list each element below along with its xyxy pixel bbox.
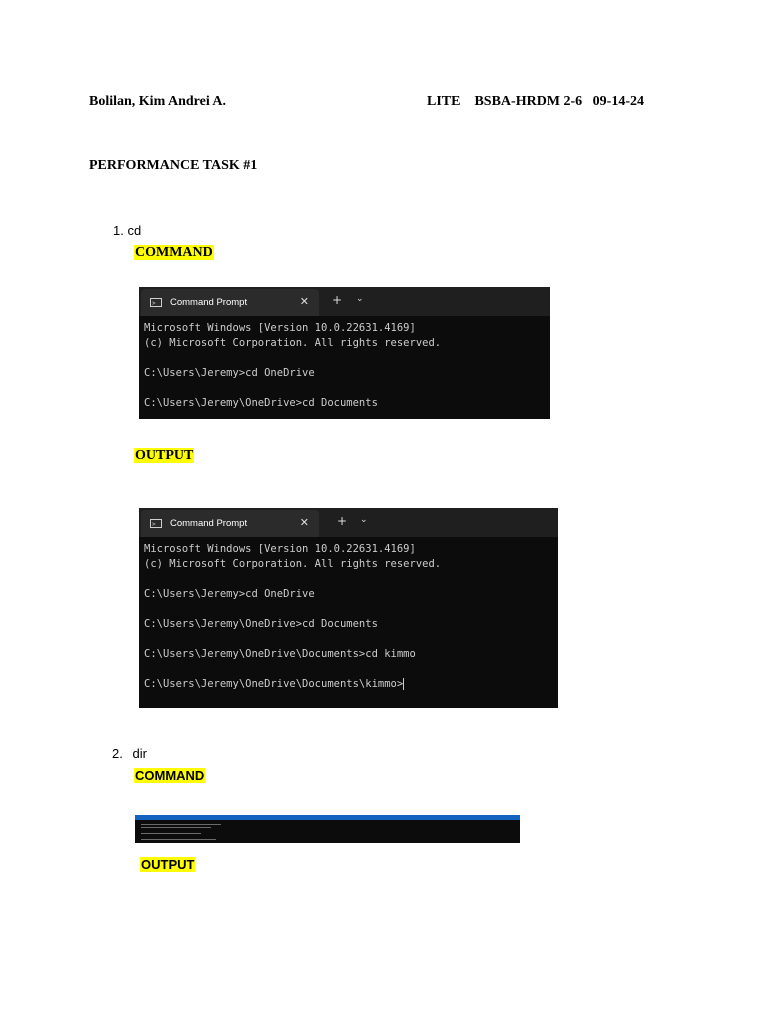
- item-number: 2.: [112, 746, 123, 761]
- close-icon[interactable]: ✕: [299, 516, 309, 529]
- terminal-line: C:\Users\Jeremy\OneDrive\Documents>cd kimmo: [144, 648, 416, 660]
- output-label: [134, 448, 194, 464]
- terminal-line: [141, 824, 221, 825]
- output-label-text: OUTPUT: [141, 857, 195, 872]
- terminal-line: (c) Microsoft Corporation. All rights reserved.: [144, 558, 442, 570]
- command-label: [134, 245, 214, 261]
- terminal-output: [144, 542, 554, 692]
- terminal-line: C:\Users\Jeremy>cd OneDrive: [144, 588, 315, 600]
- command-prompt-icon: >_: [150, 298, 162, 307]
- plus-icon[interactable]: +: [337, 514, 348, 528]
- command-name: dir: [132, 746, 147, 761]
- terminal-line: Microsoft Windows [Version 10.0.22631.4169]: [144, 322, 416, 334]
- close-icon[interactable]: ✕: [299, 295, 309, 308]
- terminal-prompt: C:\Users\Jeremy\OneDrive\Documents\kimmo>: [144, 678, 404, 690]
- output-label: [140, 857, 195, 872]
- terminal-line: Microsoft Windows [Version 10.0.22631.4169]: [144, 543, 416, 555]
- terminal-line-with-cursor: [144, 677, 554, 692]
- terminal-line: C:\Users\Jeremy\OneDrive>cd Documents: [144, 618, 378, 630]
- command-label-text: COMMAND: [135, 245, 213, 260]
- terminal-line: [144, 602, 554, 617]
- terminal-tab[interactable]: [141, 289, 319, 316]
- tab-title: Command Prompt: [170, 297, 248, 308]
- item-number: 1.: [113, 223, 124, 238]
- output-terminal-screenshot: [139, 508, 558, 708]
- terminal-output: [144, 321, 546, 411]
- terminal-tab[interactable]: [141, 510, 319, 537]
- command-label: [134, 768, 205, 783]
- terminal-line: [141, 827, 211, 828]
- command-label-text: COMMAND: [135, 768, 205, 783]
- terminal-line: [144, 381, 546, 396]
- tab-title: Command Prompt: [170, 518, 248, 529]
- course-info: LITE BSBA-HRDM 2-6 09-14-24: [427, 94, 645, 109]
- item-2-heading: [112, 746, 147, 761]
- text-cursor: [403, 678, 404, 690]
- terminal-line: (c) Microsoft Corporation. All rights reserved.: [144, 337, 442, 349]
- terminal-line: C:\Users\Jeremy>cd OneDrive: [144, 367, 315, 379]
- command-prompt-icon: >_: [150, 519, 162, 528]
- student-name: Bolilan, Kim Andrei A.: [89, 94, 227, 109]
- chevron-down-icon[interactable]: ⌄: [356, 294, 364, 304]
- item-1-heading: [113, 223, 141, 238]
- command-terminal-screenshot: [139, 287, 550, 419]
- output-label-text: OUTPUT: [135, 448, 194, 463]
- task-title: PERFORMANCE TASK #1: [89, 158, 258, 173]
- terminal-line: [144, 632, 554, 647]
- terminal-line: [141, 839, 216, 840]
- command-name: cd: [127, 223, 142, 238]
- plus-icon[interactable]: +: [332, 293, 343, 307]
- terminal-line: C:\Users\Jeremy\OneDrive>cd Documents: [144, 397, 378, 409]
- terminal-tab-bar: [139, 508, 558, 537]
- window-titlebar: [135, 815, 520, 820]
- terminal-tab-bar: [139, 287, 550, 316]
- terminal-line: [144, 351, 546, 366]
- chevron-down-icon[interactable]: ⌄: [360, 515, 368, 525]
- dir-command-screenshot: [135, 815, 520, 843]
- terminal-line: [144, 662, 554, 677]
- terminal-line: [141, 833, 201, 834]
- terminal-line: [144, 572, 554, 587]
